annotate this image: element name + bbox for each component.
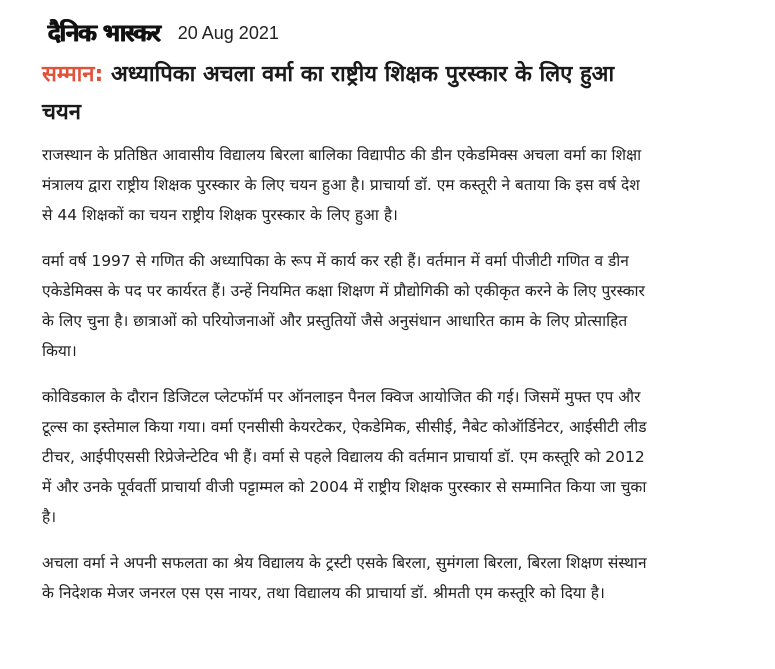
masthead [48,14,655,48]
newspaper-logo: दैनिक भास्कर [48,19,160,47]
article-paragraph-1: राजस्थान के प्रतिष्ठित आवासीय विद्यालय बिरला बालिका विद्यापीठ की डीन एकेडमिक्स अचला वर्मा का शिक्षा मंत्रालय द्वारा राष्ट्रीय शिक्षक पुरस्कार के लिए चयन हुआ है। प्राचार्या डॉ. एम कस्तूरी ने बताया कि इस वर्ष देश से 44 शिक्षकों का चयन राष्ट्रीय शिक्षक पुरस्कार के लिए हुआ है। [42,146,642,224]
article-paragraph-2: वर्मा वर्ष 1997 से गणित की अध्यापिका के रूप में कार्य कर रही हैं। वर्तमान में वर्मा पीजीटी गणित व डीन एकेडेमिक्स के पद पर कार्यरत हैं। उन्हें नियमित कक्षा शिक्षण में प्रौद्योगिकी को एकीकृत करने के लिए पुरस्कार के लिए चुना है। छात्राओं को परियोजनाओं और प्रस्तुतियों जैसे अनुसंधान आधारित काम के लिए प्रोत्साहित किया। [42,252,645,360]
publication-date: 20 Aug 2021 [177,23,279,43]
article-paragraph-3: कोविडकाल के दौरान डिजिटल प्लेटफॉर्म पर ऑनलाइन पैनल क्विज आयोजित की गई। जिसमें मुफ्त एप और टूल्स का इस्तेमाल किया गया। वर्मा एनसीसी केयरटेकर, ऐकडेमिक, सीसीई, नैबेट कोऑर्डिनेटर, आईसीटी लीड टीचर, आईपीएससी रिप्रेजेन्टेटिव भी हैं। वर्मा से पहले विद्यालय की वर्तमान प्राचार्या डॉ. एम कस्तूरि को 2012 में और उनके पूर्ववर्ती प्राचार्या वीजी पट्टाम्मल को 2004 में राष्ट्रीय शिक्षक पुरस्कार से सम्मानित किया जा चुका है। [42,388,647,526]
article-headline [42,56,655,132]
article-paragraph-4: अचला वर्मा ने अपनी सफलता का श्रेय विद्यालय के ट्रस्टी एसके बिरला, सुमंगला बिरला, बिरला शिक्षण संस्थान के निदेशक मेजर जनरल एस एस नायर, तथा विद्यालय की प्राचार्या डॉ. श्रीमती एम कस्तूरि को दिया है। [42,554,647,602]
headline-kicker: सम्मान: [42,62,104,87]
headline-text: अध्यापिका अचला वर्मा का राष्ट्रीय शिक्षक पुरस्कार के लिए हुआ चयन [42,62,615,125]
